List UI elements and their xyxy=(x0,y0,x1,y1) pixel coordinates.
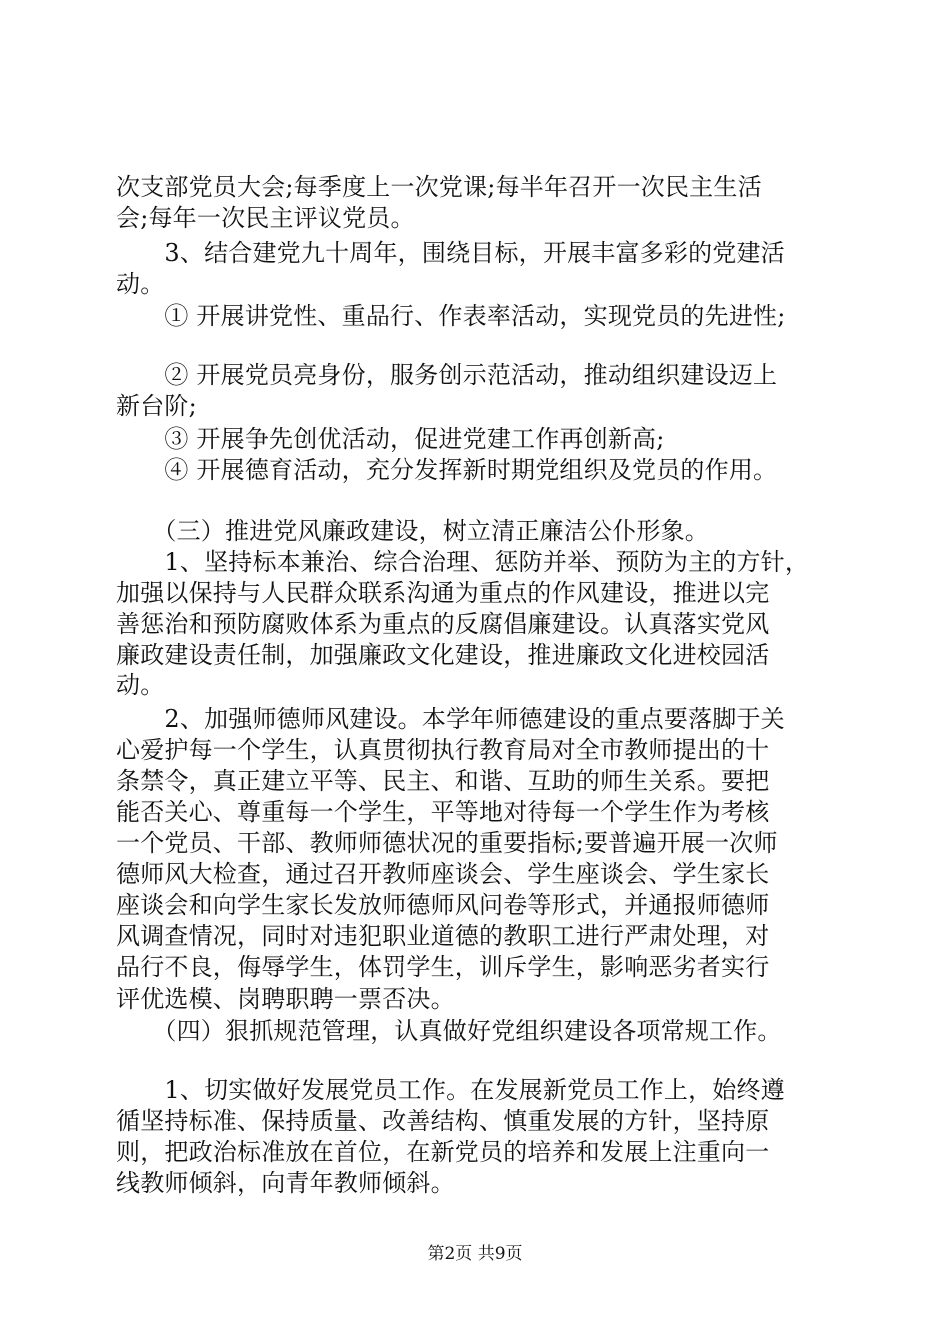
text-line: 条禁令，真正建立平等、民主、和谐、互助的师生关系。要把 xyxy=(116,767,770,795)
text-line: 座谈会和向学生家长发放师德师风问卷等形式，并通报师德师 xyxy=(116,891,770,919)
text-line: 会;每年一次民主评议党员。 xyxy=(116,204,415,232)
text-line: 动。 xyxy=(116,671,165,699)
text-line: 新台阶; xyxy=(116,392,197,420)
text-line: 次支部党员大会;每季度上一次党课;每半年召开一次民主生活 xyxy=(116,173,762,201)
section-heading: （三）推进党风廉政建设，树立清正廉洁公仆形象。 xyxy=(116,517,709,545)
text-line: 评优选模、岗聘职聘一票否决。 xyxy=(116,985,455,1013)
text-line: 1、坚持标本兼治、综合治理、惩防并举、预防为主的方针， xyxy=(116,548,810,576)
text-line: 加强以保持与人民群众联系沟通为重点的作风建设，推进以完 xyxy=(116,579,770,607)
text-line: 动。 xyxy=(116,270,165,298)
text-line: 廉政建设责任制，加强廉政文化建设，推进廉政文化进校园活 xyxy=(116,641,770,669)
text-line: 一个党员、干部、教师师德状况的重要指标;要普遍开展一次师 xyxy=(116,829,778,857)
list-item: ② 开展党员亮身份，服务创示范活动，推动组织建设迈上 xyxy=(116,361,778,389)
text-line: 则，把政治标准放在首位，在新党员的培养和发展上注重向一 xyxy=(116,1138,770,1166)
text-line: 善惩治和预防腐败体系为重点的反腐倡廉建设。认真落实党风 xyxy=(116,610,770,638)
text-line: 2、加强师德师风建设。本学年师德建设的重点要落脚于关 xyxy=(116,705,785,733)
text-line: 风调查情况，同时对违犯职业道德的教职工进行严肃处理，对 xyxy=(116,922,770,950)
list-item: ④ 开展德育活动，充分发挥新时期党组织及党员的作用。 xyxy=(116,456,778,484)
text-line: 德师风大检查，通过召开教师座谈会、学生座谈会、学生家长 xyxy=(116,860,770,888)
text-line: 1、切实做好发展党员工作。在发展新党员工作上，始终遵 xyxy=(116,1076,785,1104)
page-number-footer: 第2页 共9页 xyxy=(427,1244,523,1264)
text-line: 心爱护每一个学生，认真贯彻执行教育局对全市教师提出的十 xyxy=(116,736,770,764)
text-line: 3、结合建党九十周年，围绕目标，开展丰富多彩的党建活 xyxy=(116,239,785,267)
text-line: 循坚持标准、保持质量、改善结构、慎重发展的方针，坚持原 xyxy=(116,1107,770,1135)
list-item: ① 开展讲党性、重品行、作表率活动，实现党员的先进性; xyxy=(116,302,786,330)
text-line: 线教师倾斜，向青年教师倾斜。 xyxy=(116,1169,455,1197)
text-line: 品行不良，侮辱学生，体罚学生，训斥学生，影响恶劣者实行 xyxy=(116,953,770,981)
section-heading: （四）狠抓规范管理，认真做好党组织建设各项常规工作。 xyxy=(116,1017,782,1045)
text-line: 能否关心、尊重每一个学生，平等地对待每一个学生作为考核 xyxy=(116,798,770,826)
list-item: ③ 开展争先创优活动，促进党建工作再创新高; xyxy=(116,425,665,453)
